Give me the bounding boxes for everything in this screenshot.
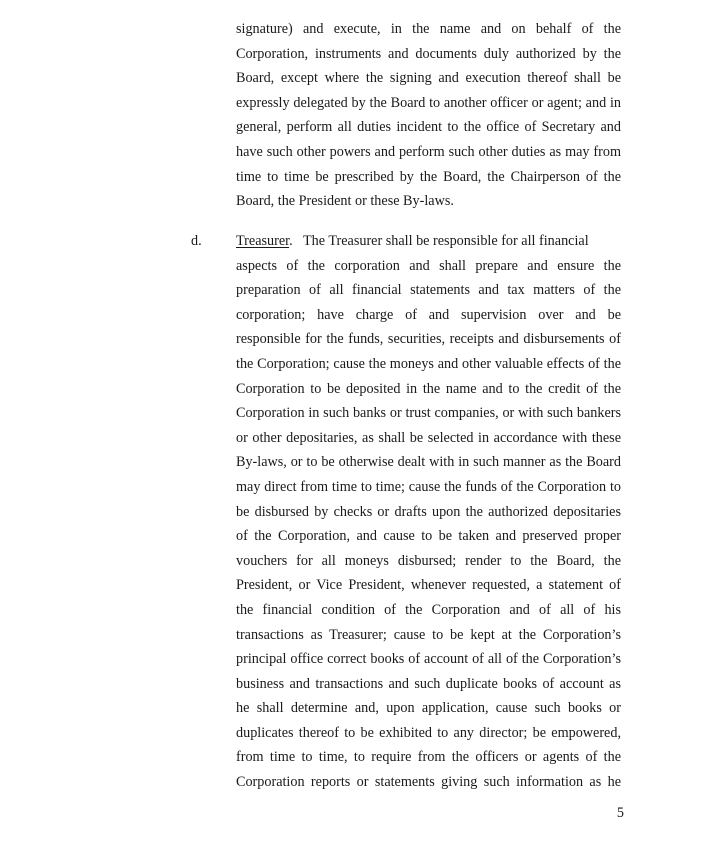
text-line: responsible for the funds, securities, receipts and disbursements of [236, 331, 621, 348]
text-line: vouchers for all moneys disbursed; render to the Board, the [236, 552, 621, 569]
text-line: principal office correct books of account of all of the Corporation’s [236, 651, 621, 668]
text-line: preparation of all financial statements and tax matters of the [236, 282, 621, 299]
page-number: 5 [616, 805, 624, 821]
text-line: expressly delegated by the Board to another officer or agent; and in [236, 94, 621, 111]
text-line: Corporation reports or statements giving such information as he [236, 774, 621, 791]
first-line-rest: . The Treasurer shall be responsible for all financial [289, 233, 589, 249]
text-line: business and transactions and such duplicate books of account as [236, 675, 621, 692]
text-line: duplicates thereof to be exhibited to any director; be empowered, [236, 724, 621, 741]
text-line: time to time be prescribed by the Board, the Chairperson of the [236, 168, 621, 185]
text-line: aspects of the corporation and shall prepare and ensure the [236, 257, 621, 274]
text-line: President, or Vice President, whenever requested, a statement of [236, 577, 621, 594]
text-line-first [236, 229, 621, 254]
text-line: transactions as Treasurer; cause to be kept at the Corporation’s [236, 626, 621, 643]
text-line: be disbursed by checks or drafts upon the authorized depositaries [236, 503, 621, 520]
text-line: By-laws, or to be otherwise dealt with in such manner as the Board [236, 454, 621, 471]
secretary-paragraph-continuation [236, 17, 621, 214]
text-line: corporation; have charge of and supervision over and be [236, 306, 621, 323]
text-line: from time to time, to require from the officers or agents of the [236, 749, 621, 766]
text-line: general, perform all duties incident to the office of Secretary and [236, 119, 621, 136]
text-line: Corporation in such banks or trust companies, or with such bankers [236, 405, 621, 422]
text-line: Board, except where the signing and execution thereof shall be [236, 70, 621, 87]
treasurer-heading: Treasurer [236, 233, 290, 249]
text-line: signature) and execute, in the name and on behalf of the [236, 21, 621, 37]
text-line: the financial condition of the Corporation and of all of his [236, 601, 621, 618]
text-line: or other depositaries, as shall be selected in accordance with these [236, 429, 621, 446]
text-line: Corporation to be deposited in the name and to the credit of the [236, 380, 621, 397]
text-line: have such other powers and perform such other duties as may from [236, 143, 621, 160]
item-label-d: d. [191, 233, 202, 249]
treasurer-paragraph [236, 229, 621, 795]
text-line: the Corporation; cause the moneys and other valuable effects of the [236, 355, 621, 372]
text-line: of the Corporation, and cause to be taken and preserved proper [236, 528, 621, 545]
text-line: Corporation, instruments and documents duly authorized by the [236, 45, 621, 62]
text-line: Board, the President or these By-laws. [236, 193, 454, 210]
text-line: may direct from time to time; cause the funds of the Corporation to [236, 478, 621, 495]
text-line: he shall determine and, upon application, cause such books or [236, 700, 621, 717]
